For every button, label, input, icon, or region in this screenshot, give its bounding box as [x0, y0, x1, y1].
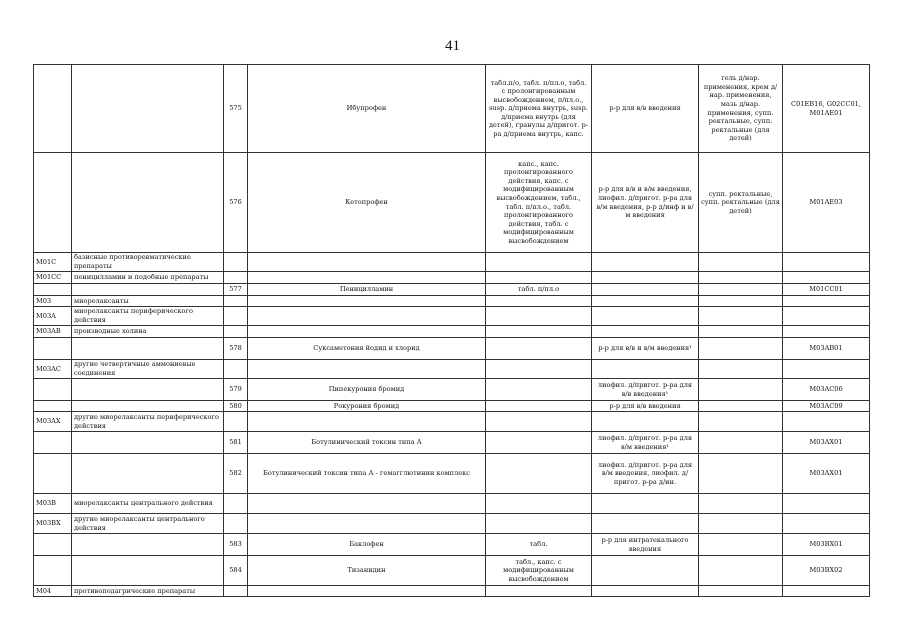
atx-group-code [34, 401, 72, 412]
drug-name [248, 412, 486, 432]
oral-forms [486, 494, 592, 514]
table-row [34, 454, 870, 494]
injection-forms [592, 253, 699, 272]
other-forms [699, 379, 783, 401]
oral-forms [486, 326, 592, 338]
atc-code: M03AX01 [783, 454, 870, 494]
oral-forms [486, 379, 592, 401]
injection-forms [592, 296, 699, 307]
atx-group-name: противоподагрические препараты [72, 586, 224, 597]
oral-forms [486, 514, 592, 534]
oral-forms [486, 360, 592, 379]
injection-forms [592, 586, 699, 597]
injection-forms: р-р для в/в и в/м введения¹ [592, 338, 699, 360]
row-number [224, 514, 248, 534]
oral-forms: капс., капс. пролонгированного действия, капс. с модифицированным высвобождением, табл., табл. п/пл.о., табл. пролонгированного действия, табл. с модифицированным высвобождением [486, 153, 592, 253]
atc-code [783, 296, 870, 307]
drug-name [248, 307, 486, 326]
atc-code: M03BX01 [783, 534, 870, 556]
row-number [224, 586, 248, 597]
drug-name [248, 360, 486, 379]
atc-code [783, 412, 870, 432]
table-row [34, 326, 870, 338]
oral-forms [486, 454, 592, 494]
atx-group-name: другие миорелаксанты центрального действия [72, 514, 224, 534]
atc-code [783, 360, 870, 379]
row-number: 579 [224, 379, 248, 401]
drug-name: Ботулинический токсин типа А - гемагглютинин комплекс [248, 454, 486, 494]
table-row [34, 586, 870, 597]
other-forms [699, 534, 783, 556]
row-number: 576 [224, 153, 248, 253]
table-row [34, 296, 870, 307]
atc-code [783, 494, 870, 514]
injection-forms [592, 514, 699, 534]
row-number: 583 [224, 534, 248, 556]
atc-code: M03AB01 [783, 338, 870, 360]
table-row [34, 534, 870, 556]
atx-group-code: M04 [34, 586, 72, 597]
atc-code [783, 586, 870, 597]
atx-group-name [72, 284, 224, 296]
atx-group-code [34, 534, 72, 556]
other-forms [699, 586, 783, 597]
row-number [224, 326, 248, 338]
atx-group-name [72, 454, 224, 494]
other-forms [699, 326, 783, 338]
injection-forms [592, 307, 699, 326]
atx-group-code: M03AC [34, 360, 72, 379]
atx-group-code: M03B [34, 494, 72, 514]
atx-group-name: другие четвертичные аммониевые соединения [72, 360, 224, 379]
other-forms [699, 284, 783, 296]
oral-forms [486, 412, 592, 432]
atc-code [783, 253, 870, 272]
table-row [34, 284, 870, 296]
injection-forms [592, 326, 699, 338]
atx-group-name [72, 379, 224, 401]
injection-forms: р-р для в/в и в/м введения, лиофил. д/пригот. р-ра для в/м введения, р-р д/инф и в/м введения [592, 153, 699, 253]
atc-code: M03AC09 [783, 401, 870, 412]
oral-forms [486, 272, 592, 284]
atx-group-code [34, 284, 72, 296]
oral-forms: табл., капс. с модифицированным высвобождением [486, 556, 592, 586]
drug-name: Баклофен [248, 534, 486, 556]
atx-group-name: производные холина [72, 326, 224, 338]
injection-forms: р-р для в/в введения [592, 401, 699, 412]
atx-group-name [72, 401, 224, 412]
oral-forms: табл. [486, 534, 592, 556]
table-row [34, 514, 870, 534]
injection-forms: р-р для интратекального введения [592, 534, 699, 556]
row-number: 575 [224, 65, 248, 153]
atx-group-code: M03A [34, 307, 72, 326]
atx-group-code: M03BX [34, 514, 72, 534]
table-row [34, 556, 870, 586]
drug-name: Кетопрофен [248, 153, 486, 253]
oral-forms [486, 338, 592, 360]
atx-group-name: миорелаксанты [72, 296, 224, 307]
atc-code: M03AX01 [783, 432, 870, 454]
table-row [34, 253, 870, 272]
row-number: 580 [224, 401, 248, 412]
drug-name [248, 272, 486, 284]
table-row [34, 494, 870, 514]
injection-forms [592, 494, 699, 514]
row-number: 578 [224, 338, 248, 360]
other-forms [699, 454, 783, 494]
table-row [34, 153, 870, 253]
table-row [34, 272, 870, 284]
drug-name [248, 253, 486, 272]
drug-table [33, 64, 870, 597]
atx-group-name [72, 153, 224, 253]
injection-forms: р-р для в/в введения [592, 65, 699, 153]
atx-group-name: другие миорелаксанты периферического действия [72, 412, 224, 432]
atx-group-code: M03AX [34, 412, 72, 432]
atx-group-code: M01CC [34, 272, 72, 284]
atx-group-name [72, 432, 224, 454]
injection-forms [592, 360, 699, 379]
injection-forms [592, 556, 699, 586]
drug-name: Пеницилламин [248, 284, 486, 296]
atc-code: M03BX02 [783, 556, 870, 586]
table-row [34, 65, 870, 153]
oral-forms: табл. п/пл.о [486, 284, 592, 296]
oral-forms [486, 432, 592, 454]
atx-group-name: пеницилламин и подобные препараты [72, 272, 224, 284]
atx-group-code: M01C [34, 253, 72, 272]
oral-forms [486, 253, 592, 272]
atx-group-name [72, 338, 224, 360]
other-forms [699, 432, 783, 454]
other-forms [699, 494, 783, 514]
other-forms [699, 338, 783, 360]
table-row [34, 379, 870, 401]
row-number: 584 [224, 556, 248, 586]
other-forms [699, 514, 783, 534]
atc-code [783, 307, 870, 326]
atx-group-name: базисные противоревматические препараты [72, 253, 224, 272]
table-row [34, 412, 870, 432]
atc-code: M01AE03 [783, 153, 870, 253]
other-forms [699, 253, 783, 272]
row-number: 581 [224, 432, 248, 454]
table-row [34, 338, 870, 360]
other-forms [699, 360, 783, 379]
injection-forms [592, 272, 699, 284]
atx-group-name [72, 556, 224, 586]
row-number: 582 [224, 454, 248, 494]
drug-name: Суксаметония йодид и хлорид [248, 338, 486, 360]
drug-name: Пипекурония бромид [248, 379, 486, 401]
row-number [224, 272, 248, 284]
atx-group-code [34, 379, 72, 401]
atx-group-code [34, 454, 72, 494]
atc-code: M03AC06 [783, 379, 870, 401]
other-forms [699, 412, 783, 432]
atx-group-name: миорелаксанты центрального действия [72, 494, 224, 514]
atx-group-code [34, 338, 72, 360]
atx-group-code: M03AB [34, 326, 72, 338]
row-number [224, 307, 248, 326]
other-forms [699, 401, 783, 412]
row-number: 577 [224, 284, 248, 296]
drug-name: Тизанидин [248, 556, 486, 586]
atx-group-name: миорелаксанты периферического действия [72, 307, 224, 326]
table-row [34, 360, 870, 379]
atx-group-code [34, 432, 72, 454]
atc-code [783, 326, 870, 338]
row-number [224, 253, 248, 272]
oral-forms: табл.п/о, табл. п/пл.о, табл. с пролонгированным высвобождением, п/пл.о., susp. д/приема внутрь, susp. д/приема внутрь (для детей), гранулы д/пригот. р-ра д/приема внутрь, капс. [486, 65, 592, 153]
atx-group-code [34, 153, 72, 253]
row-number [224, 296, 248, 307]
drug-name [248, 514, 486, 534]
row-number [224, 360, 248, 379]
atx-group-code [34, 556, 72, 586]
page-number: 41 [445, 38, 460, 54]
table-row [34, 307, 870, 326]
atc-code: M01CC01 [783, 284, 870, 296]
injection-forms: лиофил. д/пригот. р-ра для в/м введения, лиофил. д/пригот. р-ра д/ин. [592, 454, 699, 494]
drug-name [248, 326, 486, 338]
atx-group-name [72, 65, 224, 153]
injection-forms [592, 412, 699, 432]
atx-group-name [72, 534, 224, 556]
other-forms: супп. ректальные, супп. ректальные (для детей) [699, 153, 783, 253]
drug-name: Ибупрофен [248, 65, 486, 153]
other-forms [699, 307, 783, 326]
drug-name: Рокурония бромид [248, 401, 486, 412]
other-forms [699, 296, 783, 307]
injection-forms: лиофил. д/пригот. р-ра для в/м введения¹ [592, 432, 699, 454]
oral-forms [486, 296, 592, 307]
other-forms: гель д/нар. применения, крем д/нар. применения, мазь д/нар. применения, супп. ректальные, супп. ректальные (для детей) [699, 65, 783, 153]
drug-name [248, 296, 486, 307]
table-row [34, 401, 870, 412]
other-forms [699, 556, 783, 586]
injection-forms [592, 284, 699, 296]
row-number [224, 412, 248, 432]
other-forms [699, 272, 783, 284]
row-number [224, 494, 248, 514]
table-row [34, 432, 870, 454]
injection-forms: лиофил. д/пригот. р-ра для в/в введения¹ [592, 379, 699, 401]
drug-name [248, 586, 486, 597]
atx-group-code [34, 65, 72, 153]
oral-forms [486, 401, 592, 412]
oral-forms [486, 307, 592, 326]
atx-group-code: M03 [34, 296, 72, 307]
atc-code [783, 272, 870, 284]
drug-name: Ботулинический токсин типа А [248, 432, 486, 454]
atc-code: C01EB16, G02CC01, M01AE01 [783, 65, 870, 153]
atc-code [783, 514, 870, 534]
drug-name [248, 494, 486, 514]
oral-forms [486, 586, 592, 597]
